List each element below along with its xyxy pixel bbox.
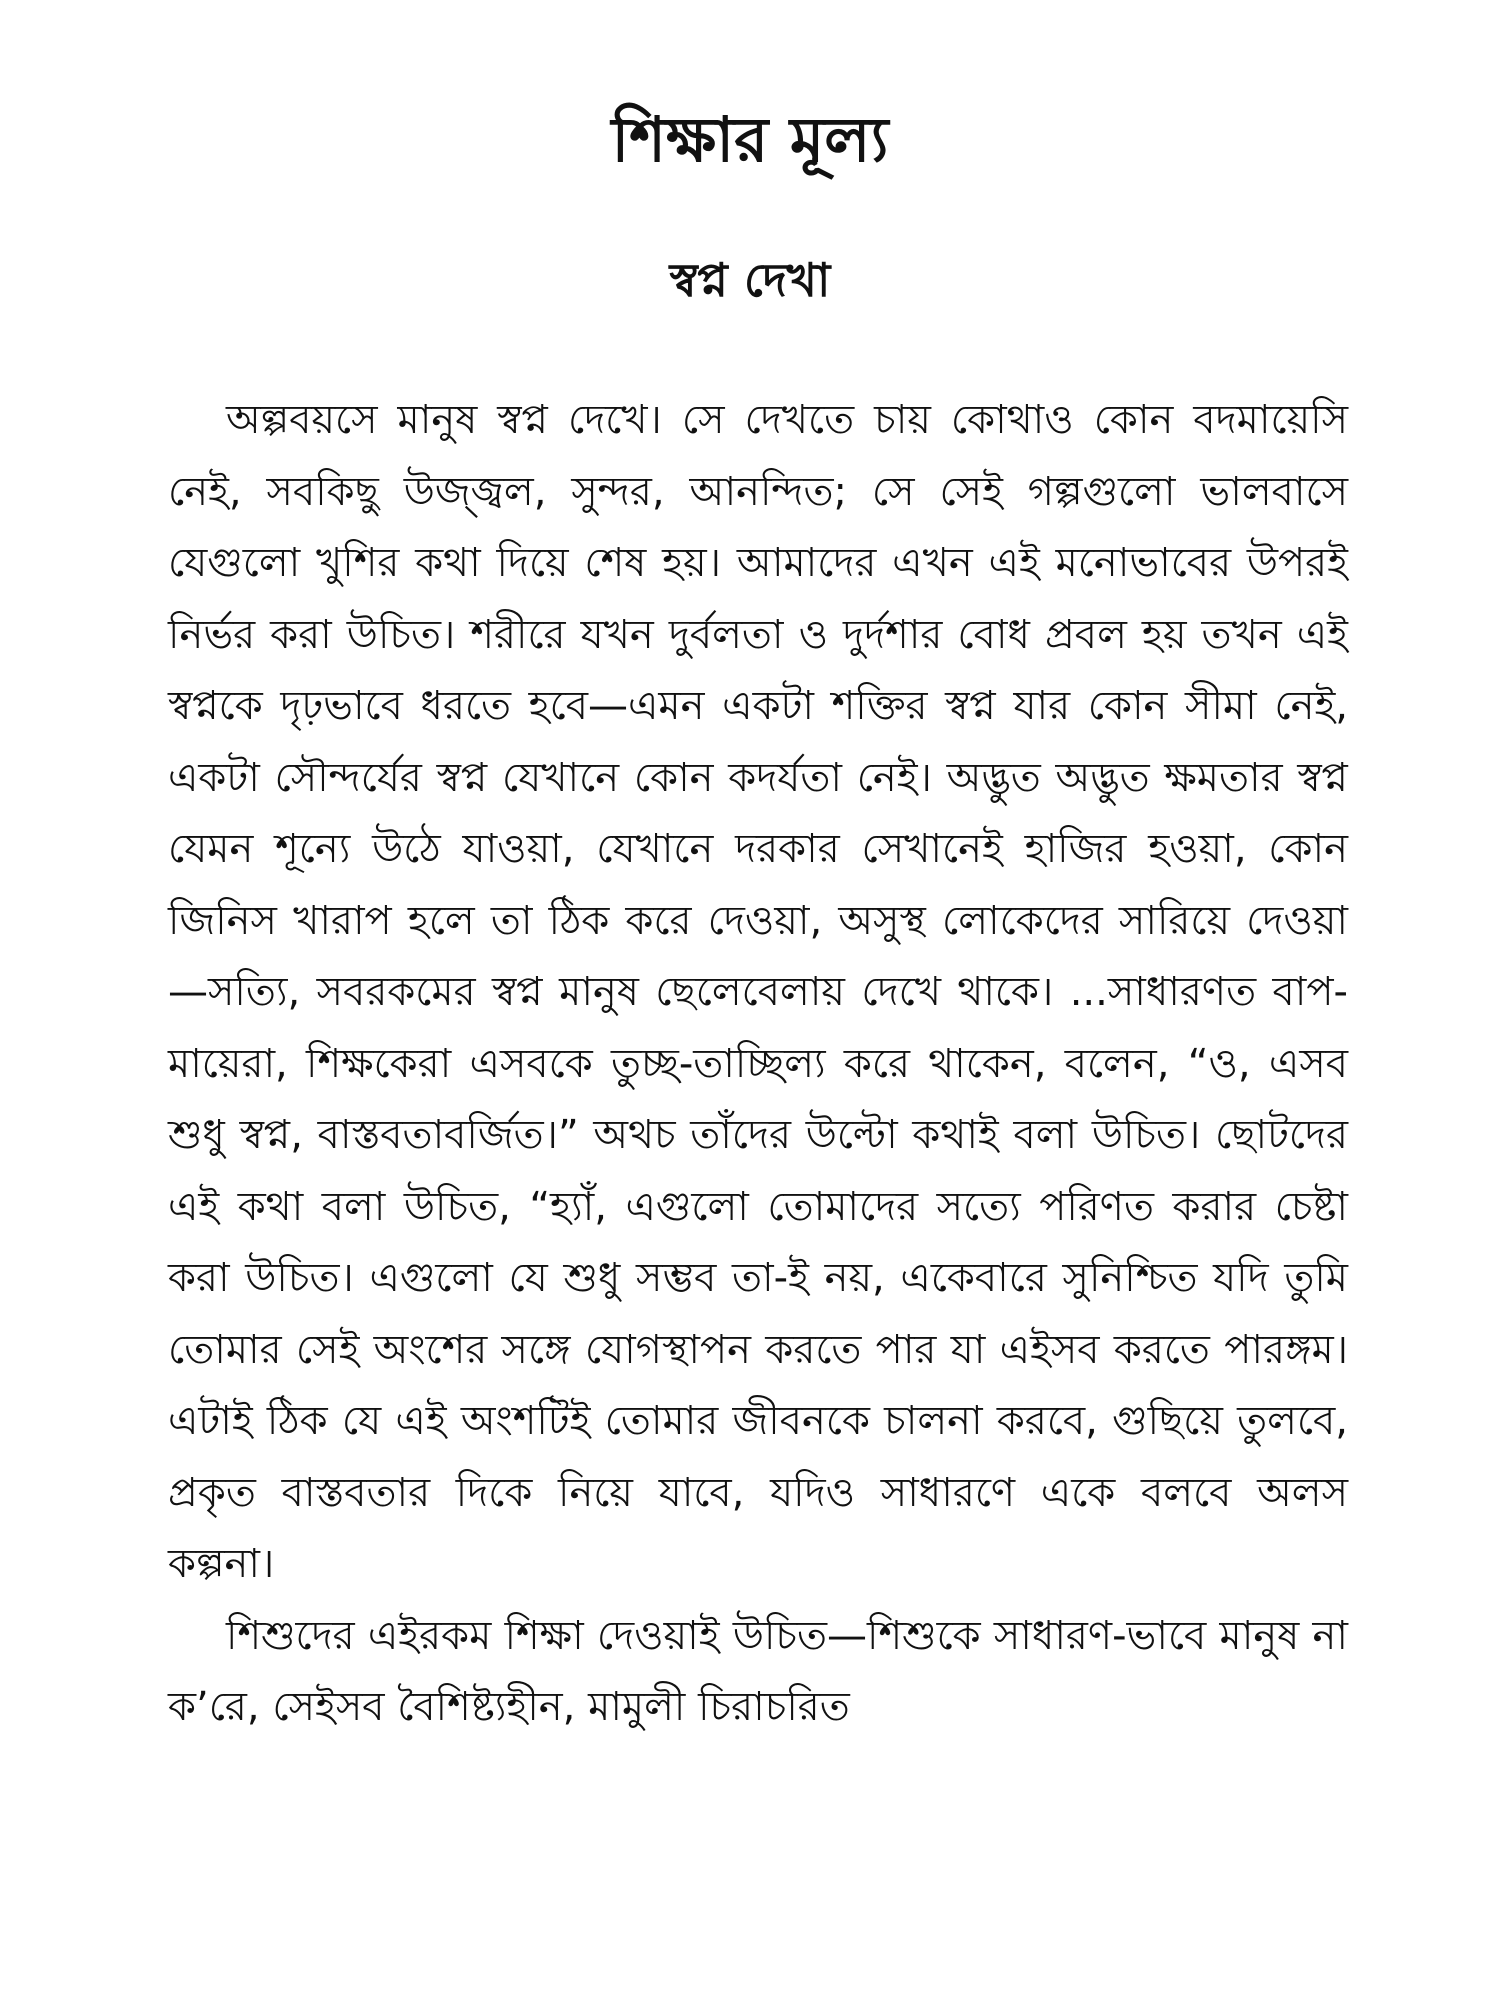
section-heading: স্বপ্ন দেখা: [669, 253, 831, 307]
paragraph-2: শিশুদের এইরকম শিক্ষা দেওয়াই উচিত—শিশুকে সাধারণ-ভাবে মানুষ না ক’রে, সেইসব বৈশিষ্ট্যহীন, মামুলী চিরাচরিত: [168, 1612, 1348, 1730]
body-text: [168, 385, 1348, 1744]
document-title: শিক্ষার মূল্য: [611, 103, 889, 176]
paragraph-1: অল্পবয়সে মানুষ স্বপ্ন দেখে। সে দেখতে চায় কোথাও কোন বদমায়েসি নেই, সবকিছু উজ্জ্বল, সুন্দর, আনন্দিত; সে সেই গল্পগুলো ভালবাসে যেগুলো খুশির কথা দিয়ে শেষ হয়। আমাদের এখন এই মনোভাবের উপরই নির্ভর করা উচিত। শরীরে যখন দুর্বলতা ও দুর্দশার বোধ প্রবল হয় তখন এই স্বপ্নকে দৃঢ়ভাবে ধরতে হবে—এমন একটা শক্তির স্বপ্ন যার কোন সীমা নেই, একটা সৌন্দর্যের স্বপ্ন যেখানে কোন কদর্যতা নেই। অদ্ভুত অদ্ভুত ক্ষমতার স্বপ্ন যেমন শূন্যে উঠে যাওয়া, যেখানে দরকার সেখানেই হাজির হওয়া, কোন জিনিস খারাপ হলে তা ঠিক করে দেওয়া, অসুস্থ লোকেদের সারিয়ে দেওয়া—সত্যি, সবরকমের স্বপ্ন মানুষ ছেলেবেলায় দেখে থাকে। ...সাধারণত বাপ-মায়েরা, শিক্ষকেরা এসবকে তুচ্ছ-তাচ্ছিল্য করে থাকেন, বলেন, “ও, এসব শুধু স্বপ্ন, বাস্তবতাবর্জিত।” অথচ তাঁদের উল্টো কথাই বলা উচিত। ছোটদের এই কথা বলা উচিত, “হ্যাঁ, এগুলো তোমাদের সত্যে পরিণত করার চেষ্টা করা উচিত। এগুলো যে শুধু সম্ভব তা-ই নয়, একেবারে সুনিশ্চিত যদি তুমি তোমার সেই অংশের সঙ্গে যোগস্থাপন করতে পার যা এইসব করতে পারঙ্গম। এটাই ঠিক যে এই অংশটিই তোমার জীবনকে চালনা করবে, গুছিয়ে তুলবে, প্রকৃত বাস্তবতার দিকে নিয়ে যাবে, যদিও সাধারণে একে বলবে অলস কল্পনা।: [168, 397, 1348, 1587]
